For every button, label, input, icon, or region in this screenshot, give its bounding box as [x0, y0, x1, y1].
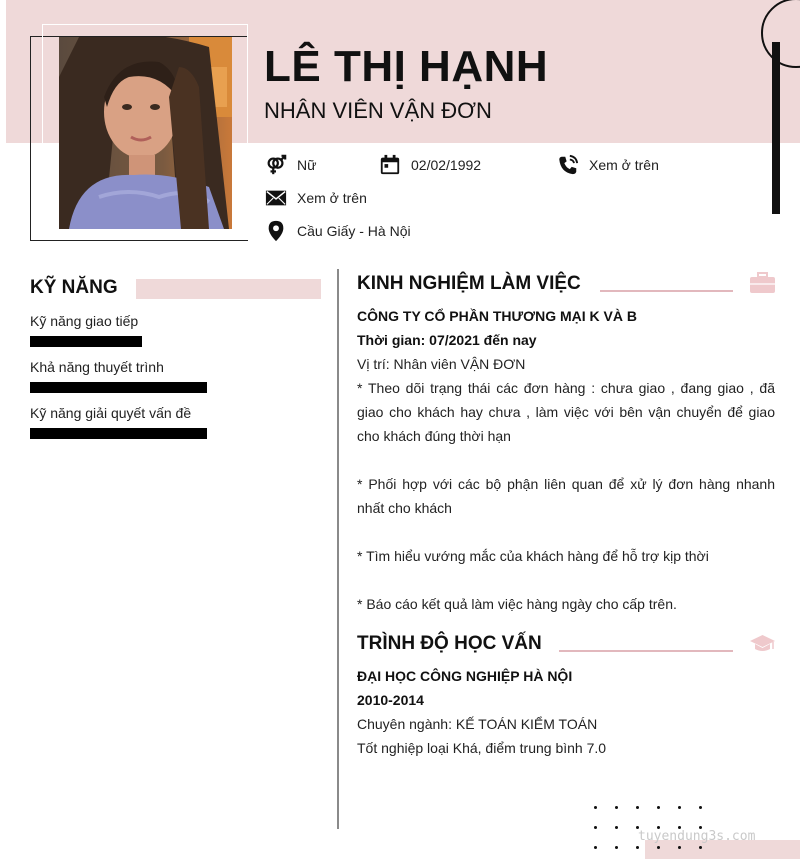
calendar-icon: [379, 154, 401, 176]
work-role: Vị trí: Nhân viên VẬN ĐƠN: [357, 356, 526, 372]
info-email: [265, 187, 367, 209]
info-birthday: [379, 154, 481, 176]
decorative-dot: [657, 806, 660, 809]
candidate-position: NHÂN VIÊN VẬN ĐƠN: [264, 98, 492, 123]
experience-title-line: [600, 290, 733, 292]
skill-level-bar: [30, 336, 142, 347]
decorative-dot: [615, 826, 618, 829]
avatar: [59, 37, 232, 229]
info-gender: [265, 154, 316, 176]
phone-text: Xem ở trên: [589, 157, 659, 173]
graduation-cap-icon: [749, 633, 776, 655]
duty-item: * Báo cáo kết quả làm việc hàng ngày cho cấp trên.: [357, 596, 677, 612]
education-section-title: TRÌNH ĐỘ HỌC VẤN: [357, 633, 542, 654]
work-time: Thời gian: 07/2021 đến nay: [357, 332, 537, 348]
decorative-dot: [678, 806, 681, 809]
skill-label: Kỹ năng giải quyết vấn đề: [30, 405, 192, 421]
duty-item: * Tìm hiểu vướng mắc của khách hàng để hỗ trợ kịp thời: [357, 548, 709, 564]
decorative-dot: [594, 806, 597, 809]
phone-icon: [557, 154, 579, 176]
experience-section-title: KINH NGHIỆM LÀM VIỆC: [357, 273, 581, 294]
watermark: tuyendung3s.com: [638, 829, 756, 844]
decorative-dot: [594, 846, 597, 849]
company-name: CÔNG TY CỔ PHẦN THƯƠNG MẠI K VÀ B: [357, 308, 637, 324]
column-divider: [337, 269, 339, 829]
duty-item: * Phối hợp với các bộ phận liên quan để xử lý đơn hàng nhanh nhất cho khách: [357, 476, 775, 516]
address-text: Cầu Giấy - Hà Nội: [297, 223, 411, 239]
birthday-text: 02/02/1992: [411, 157, 482, 173]
study-years: 2010-2014: [357, 692, 424, 708]
school-name: ĐẠI HỌC CÔNG NGHIỆP HÀ NỘI: [357, 668, 573, 684]
skill-label: Khả năng thuyết trình: [30, 359, 164, 375]
skill-level-bar: [30, 382, 207, 393]
briefcase-icon: [749, 272, 776, 294]
gender-text: Nữ: [297, 157, 317, 173]
candidate-name: LÊ THỊ HẠNH: [264, 42, 549, 91]
decorative-dot: [678, 846, 681, 849]
skills-section-title: KỸ NĂNG: [30, 277, 118, 298]
duty-item: * Theo dõi trạng thái các đơn hàng : chưa giao , đang giao , đã giao cho khách hay chưa , làm việc với bên vận chuyển để giao cho khách đúng thời hạn: [357, 380, 775, 444]
education-title-line: [559, 650, 733, 652]
decorative-dot: [699, 846, 702, 849]
envelope-icon: [265, 187, 287, 209]
email-text: Xem ở trên: [297, 190, 367, 206]
decorative-dot: [657, 846, 660, 849]
decorative-dot: [594, 826, 597, 829]
graduation-result: Tốt nghiệp loại Khá, điểm trung bình 7.0: [357, 740, 607, 756]
gender-icon: [265, 154, 287, 176]
info-address: [265, 220, 411, 242]
decorative-dot: [636, 806, 639, 809]
decorative-dot: [615, 806, 618, 809]
location-pin-icon: [265, 220, 287, 242]
info-phone: [557, 154, 659, 176]
skills-title-accent: [136, 279, 321, 299]
decorative-dot: [615, 846, 618, 849]
decorative-dot: [699, 806, 702, 809]
skill-level-bar: [30, 428, 207, 439]
decorative-vertical-bar: [772, 42, 780, 214]
skill-label: Kỹ năng giao tiếp: [30, 313, 139, 329]
study-major: Chuyên ngành: KẾ TOÁN KIỂM TOÁN: [357, 716, 598, 732]
decorative-dot: [636, 846, 639, 849]
